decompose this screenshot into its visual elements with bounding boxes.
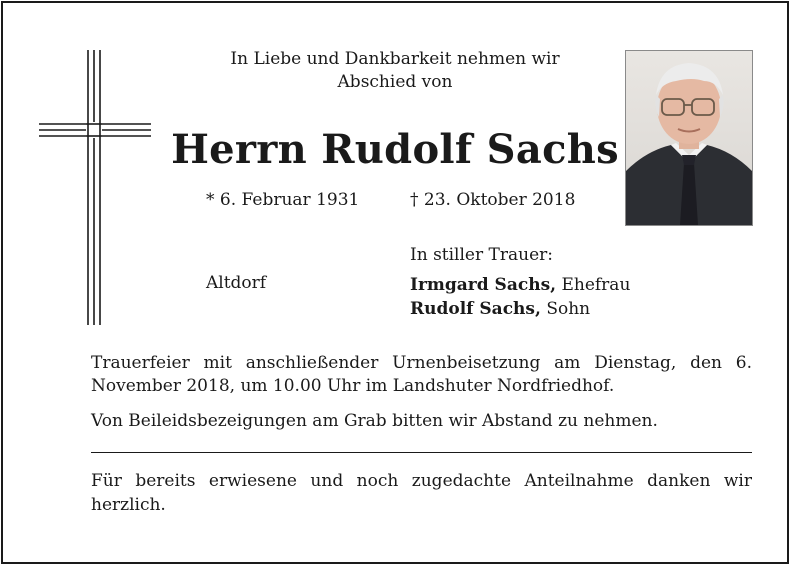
cross-icon — [39, 50, 151, 325]
intro-line-2: Abschied von — [337, 72, 453, 92]
mourner-relation: Sohn — [546, 299, 591, 319]
mourner-name: Irmgard Sachs, — [410, 275, 557, 295]
death-date: † 23. Oktober 2018 — [410, 190, 576, 210]
mourners-list — [410, 273, 630, 321]
mourning-heading: In stiller Trauer: — [410, 245, 553, 265]
portrait-photo-icon — [626, 51, 752, 225]
intro-line-1: In Liebe und Dankbarkeit nehmen wir — [230, 49, 560, 69]
mourner-item — [410, 273, 630, 297]
condolence-request: Von Beileidsbezeigungen am Grab bitten wir Abstand zu nehmen. — [91, 411, 658, 431]
mourner-relation: Ehefrau — [561, 275, 631, 295]
intro-text — [160, 48, 630, 94]
mourner-name: Rudolf Sachs, — [410, 299, 541, 319]
service-text: Trauerfeier mit anschließender Urnenbeisetzung am Dienstag, den 6. November 2018, um 10.00 Uhr im Landshuter Nordfriedhof. — [91, 353, 752, 396]
portrait-photo — [625, 50, 753, 226]
deceased-name: Herrn Rudolf Sachs — [171, 126, 619, 173]
mourner-item — [410, 297, 630, 321]
thanks-text: Für bereits erwiesene und noch zugedachte Anteilnahme danken wir herzlich. — [91, 471, 752, 515]
divider — [91, 452, 752, 453]
birth-date: * 6. Februar 1931 — [206, 190, 360, 210]
mourning-place: Altdorf — [206, 273, 267, 293]
